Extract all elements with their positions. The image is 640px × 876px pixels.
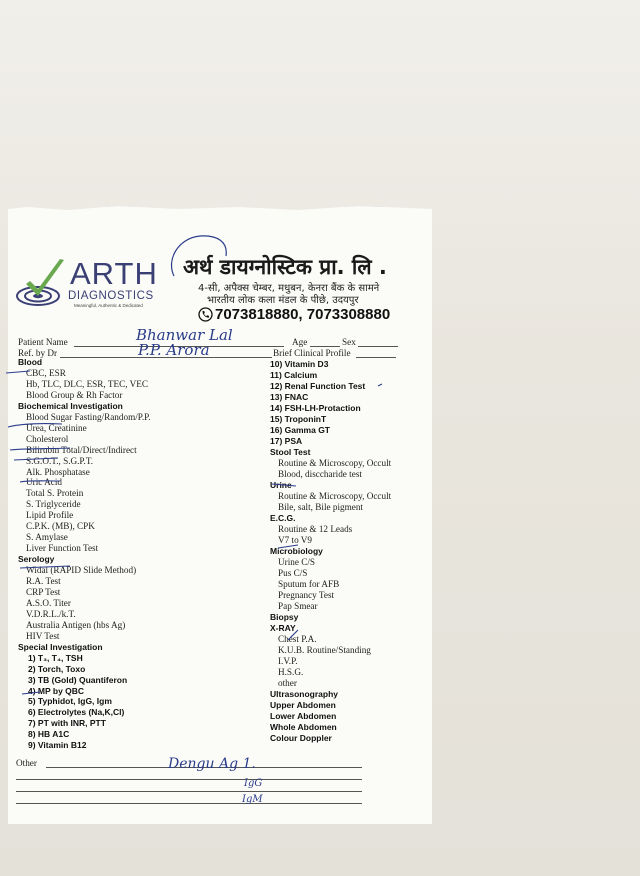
test-item: Serology: [18, 554, 55, 565]
test-item: 8) HB A1C: [28, 729, 70, 740]
test-item: Uric Acid: [26, 477, 62, 488]
test-item: Widal (RAPID Slide Method): [26, 565, 137, 576]
test-item: V.D.R.L./k.T.: [26, 608, 76, 619]
test-item: Pap Smear: [278, 601, 318, 611]
ref-by-label: Ref. by Dr: [18, 348, 58, 358]
test-item: Biopsy: [270, 612, 299, 622]
test-item: Hb, TLC, DLC, ESR, TEC, VEC: [26, 378, 149, 389]
test-item: Bile, salt, Bile pigment: [278, 502, 363, 512]
test-item: Microbiology: [270, 546, 323, 556]
test-item: 15) TroponinT: [270, 414, 327, 424]
test-item: CBC, ESR: [26, 367, 66, 378]
test-item: 6) Electrolytes (Na,K,Cl): [28, 707, 125, 718]
logo-diagnostics: DIAGNOSTICS: [68, 290, 154, 302]
test-item: 3) TB (Gold) Quantiferon: [28, 674, 128, 685]
test-item: 10) Vitamin D3: [270, 359, 329, 369]
test-item: Biochemical Investigation: [18, 400, 123, 411]
address-line-2: भारतीय लोक कला मंडल के पीछे, उदयपुर: [207, 295, 359, 306]
test-item: E.C.G.: [270, 513, 296, 523]
test-item: S.G.O.T., S.G.P.T.: [26, 455, 94, 466]
test-item: Urea, Creatinine: [26, 422, 87, 433]
handwritten-patient-name: Bhanwar Lal: [136, 326, 233, 344]
test-item: V7 to V9: [278, 535, 313, 545]
test-item: Blood, disccharide test: [278, 469, 362, 479]
patient-name-label: Patient Name: [18, 337, 68, 347]
handwritten-note-igm: IgM: [242, 794, 263, 805]
test-item: Routine & Microscopy, Occult: [278, 491, 392, 501]
test-item: 17) PSA: [270, 436, 303, 446]
test-item: Lipid Profile: [26, 510, 74, 521]
test-item: Lower Abdomen: [270, 711, 337, 721]
test-item: Chest P.A.: [278, 634, 317, 644]
test-item: Colour Doppler: [270, 733, 332, 743]
test-item: Urine: [270, 480, 292, 490]
test-item: Cholesterol: [26, 433, 69, 444]
test-item: Routine & Microscopy, Occult: [278, 458, 392, 468]
test-item: 2) Torch, Toxo: [28, 663, 86, 674]
test-item: Alk. Phosphatase: [26, 466, 90, 477]
phone-numbers: 7073818880, 7073308880: [215, 306, 391, 323]
test-item: Special Investigation: [18, 641, 103, 652]
test-item: Stool Test: [270, 447, 311, 457]
test-item: X-RAY: [270, 623, 296, 633]
test-item: 9) Vitamin B12: [28, 740, 87, 751]
other-label: Other: [16, 758, 37, 768]
test-item: Australia Antigen (hbs Ag): [26, 619, 126, 630]
test-item: Routine & 12 Leads: [278, 524, 353, 534]
test-item: 4) MP by QBC: [28, 685, 85, 696]
test-item: H.S.G.: [278, 667, 304, 677]
test-item: 1) T₃, T₄, TSH: [28, 652, 83, 663]
test-item: Whole Abdomen: [270, 722, 337, 732]
brief-clinical-label: Brief Clinical Profile: [273, 348, 351, 358]
test-item: Pregnancy Test: [278, 590, 335, 600]
test-item: Blood: [18, 357, 43, 367]
test-item: other: [278, 678, 297, 688]
test-item: Urine C/S: [278, 557, 316, 567]
test-item: Ultrasonography: [270, 689, 339, 699]
test-item: Bilirubin Total/Direct/Indirect: [26, 444, 137, 455]
test-item: Liver Function Test: [26, 543, 99, 554]
test-item: 14) FSH-LH-Protaction: [270, 403, 361, 413]
test-item: R.A. Test: [26, 576, 61, 586]
test-item: I.V.P.: [278, 656, 298, 666]
test-item: S. Triglyceride: [26, 499, 81, 510]
test-item: 11) Calcium: [270, 370, 318, 380]
test-item: 13) FNAC: [270, 392, 309, 402]
test-item: CRP Test: [26, 586, 61, 597]
test-item: A.S.O. Titer: [26, 597, 71, 608]
age-label: Age: [292, 337, 308, 347]
test-item: HIV Test: [26, 630, 60, 641]
test-item: 16) Gamma GT: [270, 425, 330, 435]
sex-label: Sex: [342, 337, 356, 347]
lab-name-hindi: अर्थ डायग्नोस्टिक प्रा. लि .: [183, 255, 387, 279]
test-item: K.U.B. Routine/Standing: [278, 645, 371, 655]
handwritten-ref-doctor: P.P. Arora: [138, 341, 210, 359]
logo-tagline: Meaningful, Authentic & Dedicated: [74, 303, 143, 308]
test-item: C.P.K. (MB), CPK: [26, 521, 95, 532]
test-item: Pus C/S: [278, 568, 308, 578]
test-item: 12) Renal Function Test: [270, 381, 366, 391]
test-item: Sputum for AFB: [278, 579, 340, 589]
test-item: Upper Abdomen: [270, 700, 336, 710]
handwritten-note-igg: IgG: [244, 778, 263, 789]
address-line-1: 4-सी, अपैक्स चेम्बर, मधुबन, केनरा बैंक के सामने: [198, 283, 380, 294]
test-item: Blood Sugar Fasting/Random/P.P.: [26, 411, 151, 422]
test-item: 5) Typhidot, IgG, Igm: [28, 696, 112, 707]
test-item: Blood Group & Rh Factor: [26, 389, 123, 400]
test-item: 7) PT with INR, PTT: [28, 718, 106, 729]
test-item: Total S. Protein: [26, 488, 84, 499]
handwritten-other-note: Dengu Ag 1.: [168, 756, 256, 772]
test-item: S. Amylase: [26, 532, 68, 543]
logo-brand: ARTH: [70, 256, 158, 291]
